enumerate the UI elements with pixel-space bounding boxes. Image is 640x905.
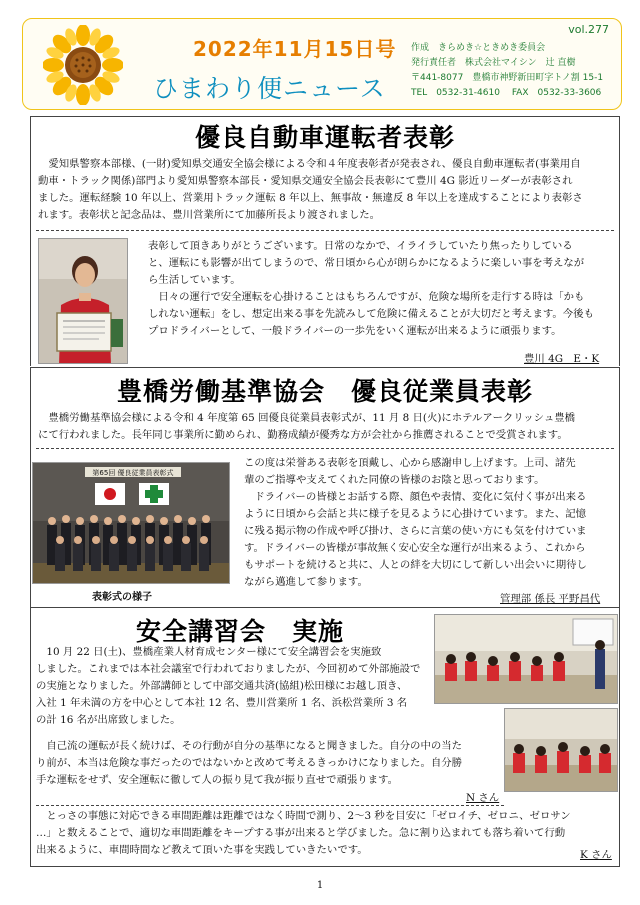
newsletter-title: ひまわり便ニュース [153,74,386,103]
divider [36,230,614,231]
divider [36,448,614,449]
award-winner-photo [38,238,128,364]
article-2-title: 豊橋労働基準協会 優良従業員表彰 [116,377,533,406]
article-1-comment: 表彰して頂きありがとうございます。日常のなかで、イライラしていたり焦ったりしている と、運転にも影響が出てしまうので、常日頃から心が朗らかになるように楽しい事を考えなが ら生活しています。 日々の運行で安全運転を心掛けることはもちろんですが、危険な場所を走行する時は「かも しれない運転」をし、想定出来る事を先読みして危険に備えることが大切だと考えます。今後も プロドライバーとして、一般ドライバーの一歩先をいく運転が出来るように頑張ります。 [148,240,594,337]
divider [36,805,504,806]
issue-date: 2022年11月15日号 [193,37,397,61]
article-3-comment-2: とっさの事態に対応できる車間距離は距離ではなく時間で測り、2～3 秒を目安に「ゼロイチ、ゼロニ、ゼロサン …」と数えることで、適切な車間距離をキープする事が出来ると学びました。急に割り込まれても落ち着いて行動 出来るように、車間時間など教えて頂いた事を実践していきたいです。 [36,810,571,856]
article-2-comment: この度は栄誉ある表彰を頂戴し、心から感謝申し上げます。上司、諸先 輩のご指導や支えてくれた同僚の皆様のお陰と思っております。 ドライバーの皆様とお話する際、顔色や表情、変化に気付く事が出来る ように日頃から会話と共に様子を見るように心掛けています。また、記憶 に残る掲示物の作成や呼び掛け、さらに言葉の使い方にも気を付けていま す。ドライバーの皆様が事故無く安心安全な運行が出来るよう、これから もサポートを続けると共に、人との絆を大切にして新しい出会いに期待し ながら邁進して参ります。 [244,457,587,588]
newsletter-header [22,18,622,110]
volume-number: vol.277 [568,23,609,36]
ceremony-photo-caption: 表彰式の様子 [92,592,152,603]
article-3-signature-1: N さん [466,792,500,804]
sunflower-icon [43,25,123,105]
publisher-line: 発行責任者 株式会社マイシン 辻 直樹 [411,58,576,68]
article-1-signature: 豊川 4G E・K [524,353,600,365]
publisher-info [411,41,619,101]
training-photo-1 [434,614,618,704]
article-2-intro: 豊橋労働基準協会様による令和 4 年度第 65 回優良従業員表彰式が、11 月 8 日(火)にホテルアークリッシュ豊橋 にて行われました。長年同じ事業所に勤められ、勤務成績が優秀な方が会社から推薦されることで受賞されます。 [38,412,576,441]
article-3-title: 安全講習会 実施 [135,617,344,646]
article-3-intro: 10 月 22 日(土)、豊橋産業人材育成センター様にて安全講習会を実施致 しました。これまでは本社会議室で行われておりましたが、今回初めて外部施設で の実施となりました。外部講師として中部交通共済(協組)松田様にお越し頂き、 入社 1 年未満の方を中心として本社 12 名、豊川営業所 1 名、浜松営業所 3 名 の計 16 名が出席致しました。 [36,646,421,726]
article-1-title: 優良自動車運転者表彰 [194,123,455,152]
training-photo-2 [504,708,618,792]
author-line: 作成 きらめき☆ときめき委員会 [411,43,546,53]
ceremony-banner: 第65回 優良従業員表彰式 [92,469,174,477]
article-3-comment-1: 自己流の運転が長く続けば、その行動が自分の基準になると聞きました。自分の中の当た り前が、本当は危険な事だったのではないかと改めて考えるきっかけになりました。自分勝 手な運転をせず、安全運転に徹して人の振り見て我が振り直せで頑張ります。 [36,740,463,786]
phone-line: TEL 0532-31-4610 FAX 0532-33-3606 [411,88,602,98]
article-1-intro: 愛知県警察本部様、(一財)愛知県交通安全協会様による令和４年度表彰者が発表され、優良自動車運転者(事業用自 動車・トラック関係)部門より愛知県警察本部長・愛知県交通安全協会長表彰にて豊川 4G 影近リーダーが表彰され ました。運転経験 10 年以上、営業用トラック運転 8 年以上、無事故・無違反 8 年以上を達成することにより表彰さ れます。表彰状と記念品は、豊川営業所にて加藤所長より渡されました。 [38,158,583,221]
article-2-signature: 管理部 係長 平野昌代 [500,593,601,605]
page-number: 1 [316,880,324,891]
article-3-signature-2: K さん [580,849,612,861]
ceremony-photo [32,462,230,584]
address-line: 〒441-8077 豊橋市神野新田町字トノ割 15-1 [411,73,604,83]
